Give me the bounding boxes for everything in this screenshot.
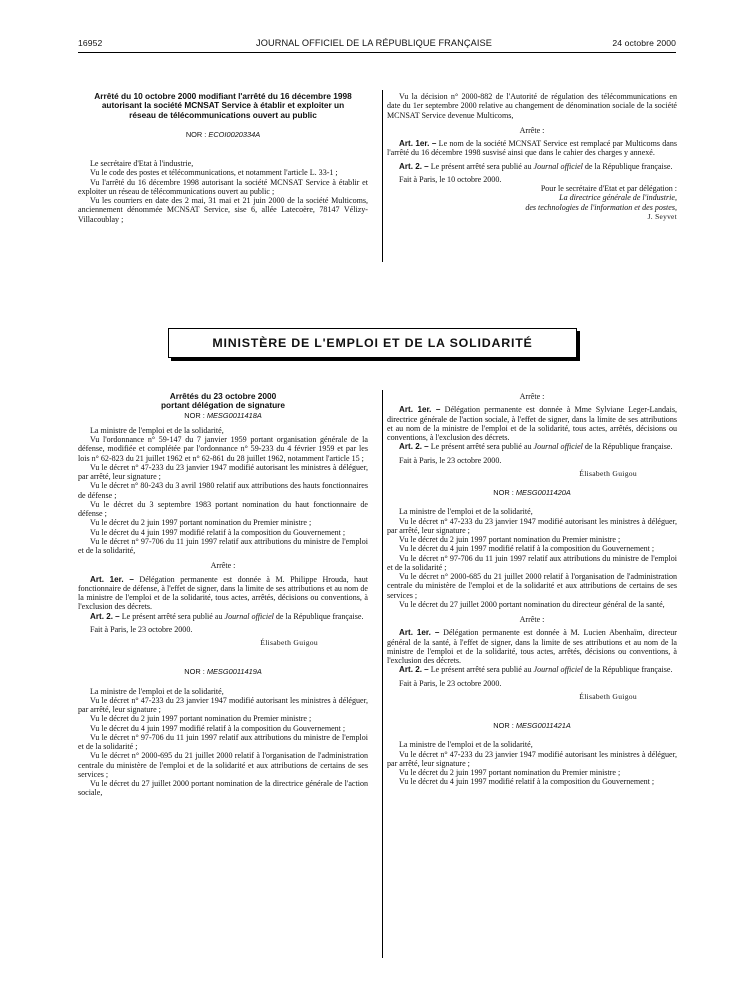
paragraph: Vu le décret n° 47-233 du 23 janvier 1947 modifié autorisant les ministres à déléguer, par arrêté, leur signature ;: [78, 462, 368, 482]
paragraph: La ministre de l'emploi et de la solidarité,: [90, 686, 224, 696]
article-1: Art. 1er. – Délégation permanente est donnée à M. Philippe Hrouda, haut fonctionnaire de défense, à l'effet de signer, dans la limite de ses attributions et au nom de la ministre de l'emploi et de la solidarité, tous actes, arrêtés, décisions ou conventions, à l'exclusion des décrets.: [78, 574, 368, 612]
signature-line: La directrice générale de l'industrie,: [559, 193, 677, 203]
signature-name: Élisabeth Guigou: [579, 691, 637, 701]
paragraph: Vu le décret n° 2000-685 du 21 juillet 2000 relatif à l'organisation de l'administration centrale du ministère de l'emploi et de la solidarité et aux attributions de certains de ses services ;: [387, 572, 677, 600]
signature-line: Pour le secrétaire d'Etat et par délégation :: [540, 184, 677, 193]
paragraph: Vu le décret du 2 juin 1997 portant nomination du Premier ministre ;: [90, 714, 312, 724]
paragraph: Vu le décret n° 2000-695 du 21 juillet 2000 relatif à l'organisation de l'administration centrale du ministère de l'emploi et de la solidarité et aux attributions de certains de ses services ;: [78, 751, 368, 779]
page-number: 16952: [78, 38, 103, 48]
arrete-heading: Arrête :: [519, 392, 545, 401]
paragraph: Vu le décret du 3 septembre 1983 portant nomination du haut fonctionnaire de défense ;: [78, 499, 368, 519]
paragraph: Vu le décret du 4 juin 1997 modifié relatif à la composition du Gouvernement ;: [399, 544, 655, 554]
nor-reference: NOR : MESG0011420A: [493, 488, 571, 497]
article-1: Art. 1er. – Délégation permanente est donnée à Mme Sylviane Leger-Landais, directrice générale de l'action sociale, à l'effet de signer, dans la limite de ses attributions et au nom de la ministre de l'emploi et de la solidarité, tous actes, arrêtés, décisions ou conventions, à l'exclusion des décrets.: [387, 405, 677, 442]
nor-reference: NOR : MESG0011418A: [184, 410, 262, 420]
done-at: Fait à Paris, le 10 octobre 2000.: [399, 174, 502, 184]
paragraph: Vu les courriers en date des 2 mai, 31 mai et 21 juin 2000 de la société Multicoms, anciennement dénommée MCNSAT Service, sise 6, allée Latecoère, 78147 Vélizy-Villacoublay ;: [78, 196, 368, 224]
paragraph: Vu le décret du 4 juin 1997 modifié relatif à la composition du Gouvernement ;: [90, 527, 346, 537]
article-2: Art. 2. – Le présent arrêté sera publié au Journal officiel de la République française.: [90, 611, 364, 621]
paragraph: Vu l'arrêté du 16 décembre 1998 autorisant la société MCNSAT Service à établir et exploiter un réseau de télécommunications ouvert au public ;: [78, 177, 368, 196]
article-2: Art. 2. – Le présent arrêté sera publié au Journal officiel de la République française.: [399, 665, 673, 675]
column-divider-top: [382, 90, 383, 262]
column-divider-bottom: [382, 390, 383, 958]
paragraph: Vu le code des postes et télécommunications, et notamment l'article L. 33-1 ;: [90, 168, 338, 178]
paragraph: Vu l'ordonnance n° 59-147 du 7 janvier 1959 portant organisation générale de la défense, modifiée et complétée par l'ordonnance n° 59-233 du 4 février 1959 et par les lois n° 62-823 du 21 juillet 1962 et n° 62-861 du 28 juillet 1962, notamment l'article 15 ;: [78, 435, 368, 463]
paragraph: Vu le décret du 2 juin 1997 portant nomination du Premier ministre ;: [90, 518, 312, 528]
nor-reference: NOR : ECOI0020334A: [185, 129, 261, 139]
paragraph: Le secrétaire d'Etat à l'industrie,: [90, 159, 194, 169]
decree-mcnsat-continued: [387, 92, 677, 221]
paragraph: Vu la décision n° 2000-882 de l'Autorité de régulation des télécommunications en date du 1er septembre 2000 relative au changement de dénomination sociale de la société MCNSAT Service devenue Multicoms,: [387, 92, 677, 120]
signature-name: J. Seyvet: [647, 211, 677, 221]
arrete-heading: Arrête :: [210, 561, 236, 571]
paragraph: La ministre de l'emploi et de la solidarité,: [90, 425, 224, 435]
decrees-delegation-left: [78, 392, 368, 798]
paragraph: Vu le décret du 2 juin 1997 portant nomination du Premier ministre ;: [399, 768, 621, 777]
paragraph: Vu le décret du 27 juillet 2000 portant nomination du directeur général de la santé,: [399, 599, 665, 609]
paragraph: Vu le décret n° 97-706 du 11 juin 1997 relatif aux attributions du ministre de l'emploi et de la solidarité,: [78, 536, 368, 556]
article-2: Art. 2. – Le présent arrêté sera publié au Journal officiel de la République française.: [399, 161, 673, 171]
done-at: Fait à Paris, le 23 octobre 2000.: [90, 624, 193, 634]
paragraph: Vu le décret n° 80-243 du 3 avril 1980 relatif aux attributions des hauts fonctionnaires de défense ;: [78, 481, 368, 500]
nor-reference: NOR : MESG0011419A: [184, 667, 262, 677]
paragraph: Vu le décret n° 97-706 du 11 juin 1997 relatif aux attributions du ministre de l'emploi et de la solidarité ;: [387, 553, 677, 572]
nor-reference: NOR : MESG0011421A: [493, 721, 571, 730]
paragraph: Vu le décret du 27 juillet 2000 portant nomination de la directrice générale de l'action sociale,: [78, 779, 368, 798]
signature-name: Élisabeth Guigou: [260, 638, 318, 648]
decree-mcnsat: [78, 92, 368, 224]
done-at: Fait à Paris, le 23 octobre 2000.: [399, 678, 502, 688]
paragraph: La ministre de l'emploi et de la solidarité,: [399, 507, 533, 517]
arrete-heading: Arrête :: [519, 125, 545, 135]
signature-name: Élisabeth Guigou: [579, 468, 637, 478]
decree-title: Arrêté du 10 octobre 2000 modifiant l'arrêté du 16 décembre 1998 autorisant la société MCNSAT Service à établir et exploiter un réseau de télécommunications ouvert au public: [94, 91, 352, 120]
paragraph: Vu le décret n° 97-706 du 11 juin 1997 relatif aux attributions du ministre de l'emploi et de la solidarité ;: [78, 732, 368, 752]
decrees-delegation-right: [387, 392, 677, 787]
paragraph: Vu le décret du 4 juin 1997 modifié relatif à la composition du Gouvernement ;: [399, 777, 655, 787]
article-1: Art. 1er. – Délégation permanente est donnée à M. Lucien Abenhaïm, directeur général de la santé, à l'effet de signer, dans la limite de ses attributions et au nom de la ministre de l'emploi et de la solidarité, tous actes, arrêtés, décisions ou conventions, à l'exclusion des décrets.: [387, 628, 677, 665]
signature-line: des technologies de l'information et des postes,: [525, 202, 677, 212]
paragraph: Vu le décret n° 47-233 du 23 janvier 1947 modifié autorisant les ministres à déléguer, par arrêté, leur signature ;: [387, 516, 677, 535]
paragraph: Vu le décret n° 47-233 du 23 janvier 1947 modifié autorisant les ministres à déléguer, par arrêté, leur signature ;: [387, 749, 677, 768]
article-1: Art. 1er. – Le nom de la société MCNSAT Service est remplacé par Multicoms dans l'arrêté du 16 décembre 1998 susvisé ainsi que dans le cahier des charges y annexé.: [387, 139, 677, 158]
header-rule: [78, 52, 676, 53]
paragraph: Vu le décret du 4 juin 1997 modifié relatif à la composition du Gouvernement ;: [90, 723, 346, 733]
journal-title: JOURNAL OFFICIEL DE LA RÉPUBLIQUE FRANÇAISE: [256, 38, 492, 48]
issue-date: 24 octobre 2000: [612, 38, 676, 48]
paragraph: La ministre de l'emploi et de la solidarité,: [399, 740, 533, 750]
decree-subtitle: portant délégation de signature: [160, 400, 285, 411]
arrete-heading: Arrête :: [519, 615, 545, 624]
decree-title: Arrêtés du 23 octobre 2000: [169, 391, 277, 401]
article-2: Art. 2. – Le présent arrêté sera publié au Journal officiel de la République française.: [399, 442, 673, 452]
paragraph: Vu le décret n° 47-233 du 23 janvier 1947 modifié autorisant les ministres à déléguer, par arrêté, leur signature ;: [78, 695, 368, 715]
ministry-banner: MINISTÈRE DE L'EMPLOI ET DE LA SOLIDARITÉ: [168, 328, 577, 358]
paragraph: Vu le décret du 2 juin 1997 portant nomination du Premier ministre ;: [399, 535, 621, 544]
done-at: Fait à Paris, le 23 octobre 2000.: [399, 455, 502, 465]
